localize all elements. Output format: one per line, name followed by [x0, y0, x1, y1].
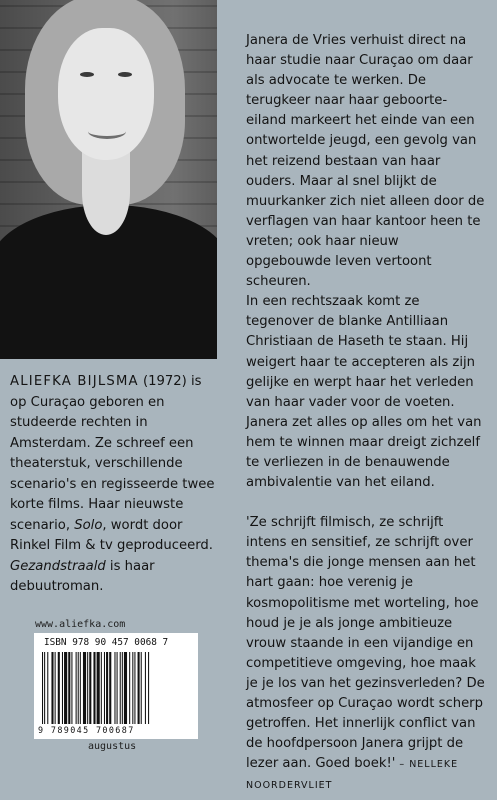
barcode-bar — [89, 652, 91, 724]
publisher-name: augustus — [88, 741, 137, 752]
barcode-bar — [47, 652, 48, 724]
barcode-bar — [76, 652, 77, 724]
quote-attribution: – NELLEKE NOORDERVLIET — [246, 759, 459, 792]
barcode-bar — [64, 652, 67, 724]
barcode-bar — [114, 652, 115, 724]
blurb-paragraph: Janera de Vries verhuist direct na haar studie naar Curaçao om daar als advocate te werken. De terugkeer naar haar geboorte-eiland markeert het einde van een ontwortelde jeugd, een gevolg van het reizend bestaan van haar ouders. Maar al snel blijkt de muurkanker zich niet alleen door de verflagen van haar kantoor heen te vreten; ook haar nieuw opgebouwde leven vertoont scheuren. — [246, 33, 485, 290]
barcode-bar — [97, 652, 100, 724]
book-blurb — [246, 31, 486, 796]
isbn-number: ISBN 978 90 457 0068 7 — [44, 637, 169, 648]
barcode-bar — [106, 652, 108, 724]
barcode-bar — [87, 652, 88, 724]
barcode-bar — [122, 652, 123, 724]
barcode-bar — [62, 652, 63, 724]
barcode — [34, 633, 198, 739]
barcode-bar — [132, 652, 133, 724]
barcode-bar — [124, 652, 127, 724]
barcode-bar — [68, 652, 70, 724]
blurb-paragraph: In een rechtszaak komt ze tegenover de blanke Antilliaan Christiaan de Haseth te staan. Hij weigert haar te accepteren als zijn gelijke en werpt haar het verleden van haar vader voor de voeten. Janera zet alles op alles om het van hem te winnen maar dreigt zichzelf te verliezen in de benauwende ambivalentie van het eiland. — [246, 294, 482, 491]
barcode-bar — [104, 652, 105, 724]
barcode-bar — [145, 652, 146, 724]
barcode-bar — [134, 652, 135, 724]
barcode-bar — [80, 652, 81, 724]
barcode-bar — [141, 652, 142, 724]
ean-digits: 9 789045 700687 — [38, 725, 135, 735]
barcode-bar — [78, 652, 79, 724]
barcode-bar — [109, 652, 111, 724]
author-website: www.aliefka.com — [35, 619, 126, 630]
barcode-bar — [120, 652, 121, 724]
barcode-bars — [42, 652, 190, 724]
barcode-bar — [93, 652, 95, 724]
author-photo — [0, 0, 217, 359]
barcode-bar — [44, 652, 45, 724]
barcode-bar — [129, 652, 130, 724]
barcode-bar — [71, 652, 72, 724]
barcode-bar — [101, 652, 102, 724]
barcode-bar — [83, 652, 86, 724]
barcode-bar — [117, 652, 118, 724]
barcode-bar — [148, 652, 149, 724]
author-name: ALIEFKA BIJLSMA — [10, 374, 139, 389]
author-bio: ALIEFKA BIJLSMA (1972) is op Curaçao geboren en studeerde rechten in Amsterdam. Ze schreef een theaterstuk, verschillende scenario's en regisseerde twee korte films. Haar nieuwste scenario, Solo, wordt door Rinkel Film & tv geproduceerd. Gezandstraald is haar debuutroman. — [10, 374, 215, 594]
barcode-bar — [58, 652, 60, 724]
barcode-bar — [55, 652, 56, 724]
barcode-bar — [138, 652, 140, 724]
barcode-bar — [42, 652, 43, 724]
review-quote: 'Ze schrijft filmisch, ze schrijft intens en sensitief, ze schrijft over thema's die jonge mensen aan het hart gaan: hoe verenig je kosmopolitisme met worteling, hoe houd je je als jonge ambitieuze vrouw staande in een vijandige en competitieve omgeving, hoe maak je je los van het gezinsverleden? De atmosfeer op Curaçao wordt scherp getroffen. Het innerlijk conflict van de hoofdpersoon Janera grijpt de lezer aan. Goed boek!' – NELLEKE NOORDERVLIET — [246, 515, 485, 792]
barcode-bar — [51, 652, 53, 724]
